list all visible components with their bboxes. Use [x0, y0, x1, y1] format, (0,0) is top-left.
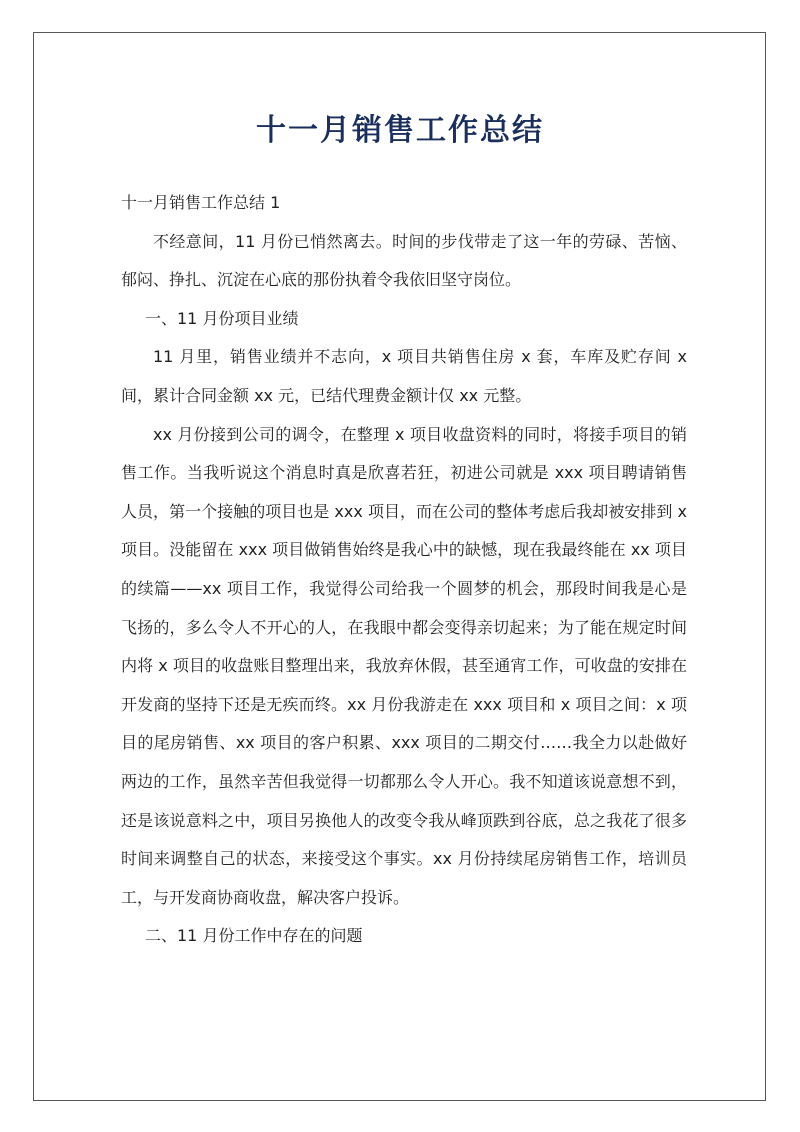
document-subtitle: 十一月销售工作总结 1: [121, 193, 281, 212]
paragraph-intro: 不经意间，11 月份已悄然离去。时间的步伐带走了这一年的劳碌、苦恼、郁闷、挣扎、沉淀在心底的那份执着令我依旧坚守岗位。: [121, 231, 687, 290]
document-body: [121, 184, 687, 956]
document-title: 十一月销售工作总结: [256, 113, 544, 148]
paragraph-performance: 11 月里，销售业绩并不志向，x 项目共销售住房 x 套，车库及贮存间 x 间，累计合同金额 xx 元，已结代理费金额计仅 xx 元整。: [121, 347, 687, 405]
section-heading-1: 一、11 月份项目业绩: [145, 308, 299, 328]
section-heading-2: 二、11 月份工作中存在的问题: [145, 926, 363, 946]
paragraph-work-review: xx 月份接到公司的调令，在整理 x 项目收盘资料的同时，将接手项目的销售工作。当我听说这个消息时真是欣喜若狂，初进公司就是 xxx 项目聘请销售人员，第一个接触的项目也是 xxx 项目，而在公司的整体考虑后我却被安排到 x 项目。没能留在 xxx 项目做销售始终是我心中的缺憾，现在我最终能在 xx 项目的续篇——xx 项目工作，我觉得公司给我一个圆梦的机会，那段时间我是心是飞扬的，多么令人不开心的人，在我眼中都会变得亲切起来；为了能在规定时间内将 x 项目的收盘账目整理出来，我放弃休假，甚至通宵工作，可收盘的安排在开发商的坚持下还是无疾而终。xx 月份我游走在 xxx 项目和 x 项目之间：x 项目的尾房销售、xx 项目的客户积累、xxx 项目的二期交付……我全力以赴做好两边的工作，虽然辛苦但我觉得一切都那么令人开心。我不知道该说意想不到，还是该说意料之中，项目另换他人的改变令我从峰顶跌到谷底，总之我花了很多时间来调整自己的状态，来接受这个事实。xx 月份持续尾房销售工作，培训员工，与开发商协商收盘，解决客户投诉。: [121, 424, 687, 907]
